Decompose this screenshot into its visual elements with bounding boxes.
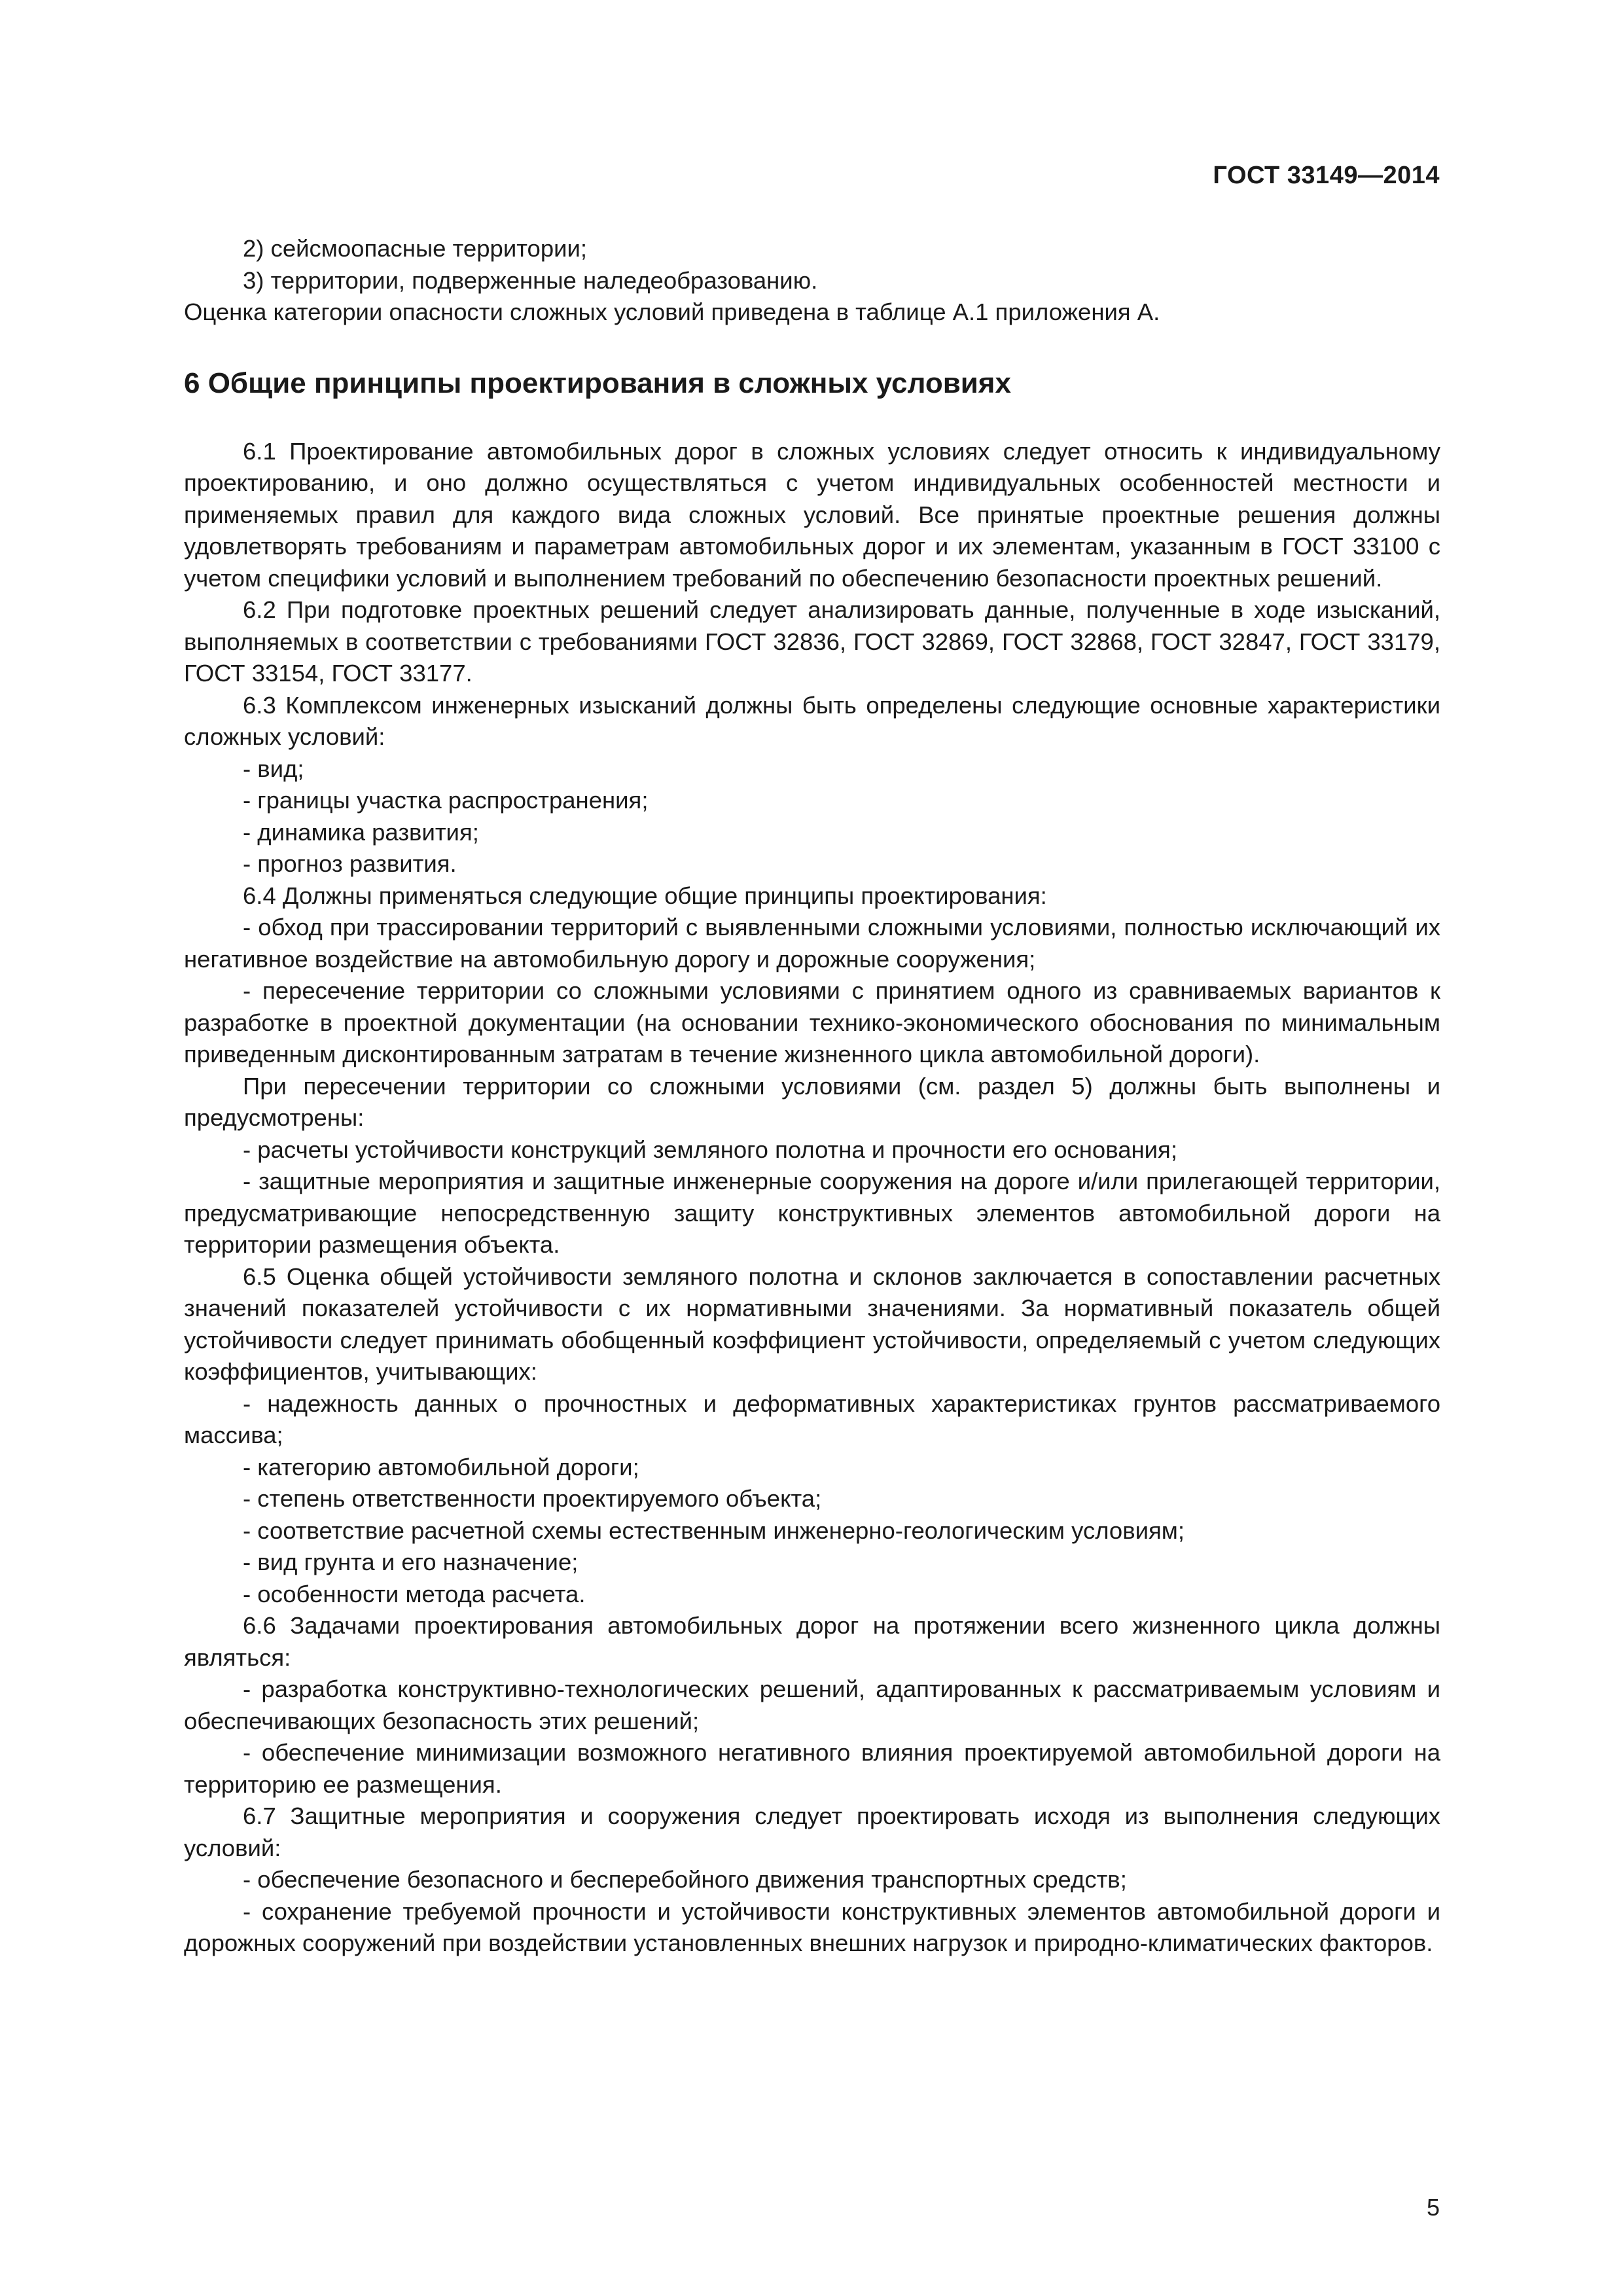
list-item: - вид; <box>243 755 304 782</box>
list-item: - защитные мероприятия и защитные инженерные сооружения на дороге и/или прилегающей территории, предусматривающие непосредственную защиту конструктивных элементов автомобильной дороги на территории размещения объекта. <box>184 1168 1440 1258</box>
paragraph-6-7: 6.7 Защитные мероприятия и сооружения следует проектировать исходя из выполнения следующих условий: <box>184 1803 1440 1861</box>
intro-item-3: 3) территории, подверженные наледеобразованию. <box>243 266 818 294</box>
list-item: - границы участка распространения; <box>243 787 649 814</box>
document-code: ГОСТ 33149—2014 <box>1213 162 1440 189</box>
list-item: - обход при трассировании территорий с выявленными сложными условиями, полностью исключающий их негативное воздействие на автомобильную дорогу и дорожные сооружения; <box>184 914 1440 973</box>
intro-note: Оценка категории опасности сложных условий приведена в таблице А.1 приложения А. <box>184 298 1160 325</box>
paragraph-6-4-crossing: При пересечении территории со сложными условиями (см. раздел 5) должны быть выполнены и предусмотрены: <box>184 1072 1440 1131</box>
list-item: - пересечение территории со сложными условиями с принятием одного из сравниваемых вариантов к разработке в проектной документации (на основании технико-экономического обоснования по минимальным приведенным дисконтированным затратам в течение жизненного цикла автомобильной дороги). <box>184 977 1440 1067</box>
list-item: - соответствие расчетной схемы естественным инженерно-геологическим условиям; <box>243 1516 1185 1544</box>
list-item: - обеспечение минимизации возможного негативного влияния проектируемой автомобильной дороги на территорию ее размещения. <box>184 1739 1440 1798</box>
intro-item-2: 2) сейсмоопасные территории; <box>243 235 588 262</box>
section-title: 6 Общие принципы проектирования в сложных условиях <box>184 367 1011 399</box>
list-item: - степень ответственности проектируемого объекта; <box>243 1485 822 1512</box>
paragraph-6-5: 6.5 Оценка общей устойчивости земляного полотна и склонов заключается в сопоставлении расчетных значений показателей устойчивости с их нормативными значениями. За нормативный показатель общей устойчивости следует принимать обобщенный коэффициент устойчивости, определяемый с учетом следующих коэффициентов, учитывающих: <box>184 1263 1440 1385</box>
list-item: - разработка конструктивно-технологических решений, адаптированных к рассматриваемым условиям и обеспечивающих безопасность этих решений; <box>184 1676 1440 1734</box>
list-item: - расчеты устойчивости конструкций земляного полотна и прочности его основания; <box>243 1136 1177 1163</box>
list-item: - обеспечение безопасного и бесперебойного движения транспортных средств; <box>243 1866 1127 1893</box>
document-body <box>184 233 1440 1960</box>
paragraph-6-1: 6.1 Проектирование автомобильных дорог в сложных условиях следует относить к индивидуальному проектированию, и оно должно осуществляться с учетом индивидуальных особенностей местности и применяемых правил для каждого вида сложных условий. Все принятые проектные решения должны удовлетворять требованиям и параметрам автомобильных дорог и их элементам, указанным в ГОСТ 33100 с учетом специфики условий и выполнением требований по обеспечению безопасности проектных решений. <box>184 437 1440 592</box>
paragraph-6-3: 6.3 Комплексом инженерных изысканий должны быть определены следующие основные характеристики сложных условий: <box>184 691 1440 750</box>
list-item: - особенности метода расчета. <box>243 1580 586 1607</box>
list-item: - категорию автомобильной дороги; <box>243 1453 639 1480</box>
paragraph-6-6: 6.6 Задачами проектирования автомобильных дорог на протяжении всего жизненного цикла должны являться: <box>184 1612 1440 1671</box>
paragraph-6-4: 6.4 Должны применяться следующие общие принципы проектирования: <box>243 882 1047 909</box>
page-number: 5 <box>1426 2194 1440 2221</box>
list-item: - динамика развития; <box>243 818 479 846</box>
list-item: - прогноз развития. <box>243 850 457 877</box>
list-item: - надежность данных о прочностных и деформативных характеристиках грунтов рассматриваемого массива; <box>184 1390 1440 1448</box>
list-item: - сохранение требуемой прочности и устойчивости конструктивных элементов автомобильной дороги и дорожных сооружений при воздействии установленных внешних нагрузок и природно-климатических факторов. <box>184 1897 1440 1956</box>
list-item: - вид грунта и его назначение; <box>243 1549 579 1575</box>
paragraph-6-2: 6.2 При подготовке проектных решений следует анализировать данные, полученные в ходе изысканий, выполняемых в соответствии с требованиями ГОСТ 32836, ГОСТ 32869, ГОСТ 32868, ГОСТ 32847, ГОСТ 33179, ГОСТ 33154, ГОСТ 33177. <box>184 596 1440 687</box>
